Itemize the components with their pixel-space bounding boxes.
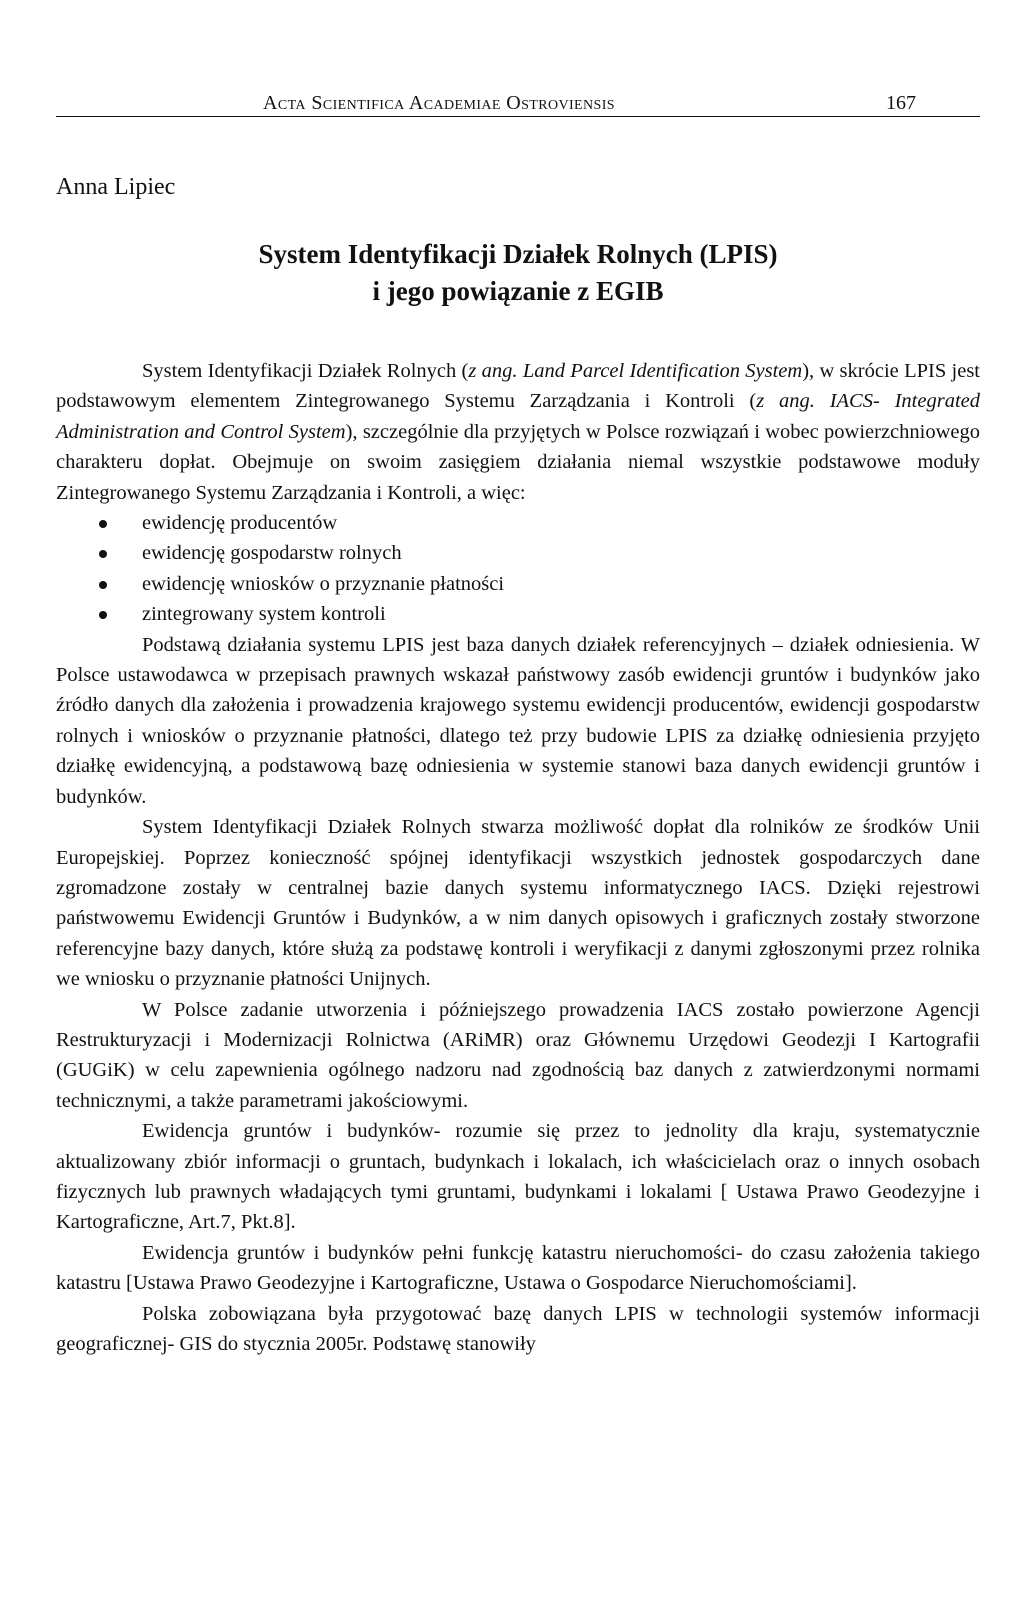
header-rule (56, 116, 980, 117)
list-item: ewidencję producentów (142, 508, 980, 538)
english-term-lpis: z ang. Land Parcel Identification System (468, 360, 803, 382)
paragraph: System Identyfikacji Działek Rolnych stwarza możliwość dopłat dla rolników ze środków Unii Europejskiej. Poprzez konieczność spójnej identyfikacji wszystkich jednostek gospodarczych dane zgromadzone zostały w centralnej bazie danych systemu informatycznego IACS. Dzięki rejestrowi państwowemu Ewidencji Gruntów i Budynków, a w nim danych opisowych i graficznych zostały stworzone referencyjne bazy danych, które służą za podstawę kontroli i weryfikacji z danymi zgłoszonymi przez rolnika we wniosku o przyznanie płatności Unijnych. (56, 816, 980, 991)
paragraph: Ewidencja gruntów i budynków pełni funkcję katastru nieruchomości- do czasu założenia takiego katastru [Ustawa Prawo Geodezyjne i Kartograficzne, Ustawa o Gospodarce Nieruchomościami]. (56, 1241, 980, 1295)
paper-page (56, 0, 980, 1611)
english-term-iacs: z ang. IACS- Integrated Administration and Control System (56, 390, 980, 443)
paragraph: Polska zobowiązana była przygotować bazę danych LPIS w technologii systemów informacji geograficznej- GIS do stycznia 2005r. Podstawę stanowiły (56, 1302, 980, 1355)
list-item: zintegrowany system kontroli (142, 599, 980, 629)
list-item: ewidencję gospodarstw rolnych (142, 538, 980, 568)
article-body (56, 356, 980, 1359)
author-name: Anna Lipiec (56, 174, 176, 200)
title-line-1: System Identyfikacji Działek Rolnych (LPIS) (258, 239, 778, 269)
paragraph: Ewidencja gruntów i budynków- rozumie się przez to jednolity dla kraju, systematycznie aktualizowany zbiór informacji o gruntach, budynkach i lokalach, ich właścicielach oraz o innych osobach fizycznych lub prawnych władających tymi gruntami, budynkami i lokalami [ Ustawa Prawo Geodezyjne i Kartograficzne, Art.7, Pkt.8]. (56, 1120, 980, 1234)
intro-paragraph: System Identyfikacji Działek Rolnych (z ang. Land Parcel Identification System), w skrócie LPIS jest podstawowym elementem Zintegrowanego Systemu Zarządzania i Kontroli (z ang. IACS- Integrated Administration and Control System), szczególnie dla przyjętych w Polsce rozwiązań i wobec powierzchniowego charakteru dopłat. Obejmuje on swoim zasięgiem działania niemal wszystkie podstawowe moduły Zintegrowanego Systemu Zarządzania i Kontroli, a więc: (56, 360, 980, 504)
list-item: ewidencję wniosków o przyznanie płatności (142, 569, 980, 599)
paragraph: Podstawą działania systemu LPIS jest baza danych działek referencyjnych – działek odniesienia. W Polsce ustawodawca w przepisach prawnych wskazał państwowy zasób ewidencji gruntów i budynków jako źródło danych dla założenia i prowadzenia krajowego systemu ewidencji producentów, ewidencji gospodarstw rolnych i wniosków o przyznanie płatności, dlatego też przy budowie LPIS za działkę odniesienia przyjęto działkę ewidencyjną, a podstawową bazę odniesienia w systemie stanowi baza danych ewidencji gruntów i budynków. (56, 633, 980, 808)
article-title (56, 236, 980, 310)
journal-name: Acta Scientifica Academiae Ostroviensis (263, 92, 615, 114)
title-line-2: i jego powiązanie z EGIB (372, 276, 664, 306)
running-header (56, 92, 980, 122)
module-list (56, 508, 980, 630)
page-number: 167 (886, 92, 916, 114)
paragraph: W Polsce zadanie utworzenia i późniejszego prowadzenia IACS zostało powierzone Agencji Restrukturyzacji i Modernizacji Rolnictwa (ARiMR) oraz Głównemu Urzędowi Geodezji I Kartografii (GUGiK) w celu zapewnienia ogólnego nadzoru nad zgodnością baz danych z zatwierdzonymi normami technicznymi, a także parametrami jakościowymi. (56, 998, 980, 1112)
